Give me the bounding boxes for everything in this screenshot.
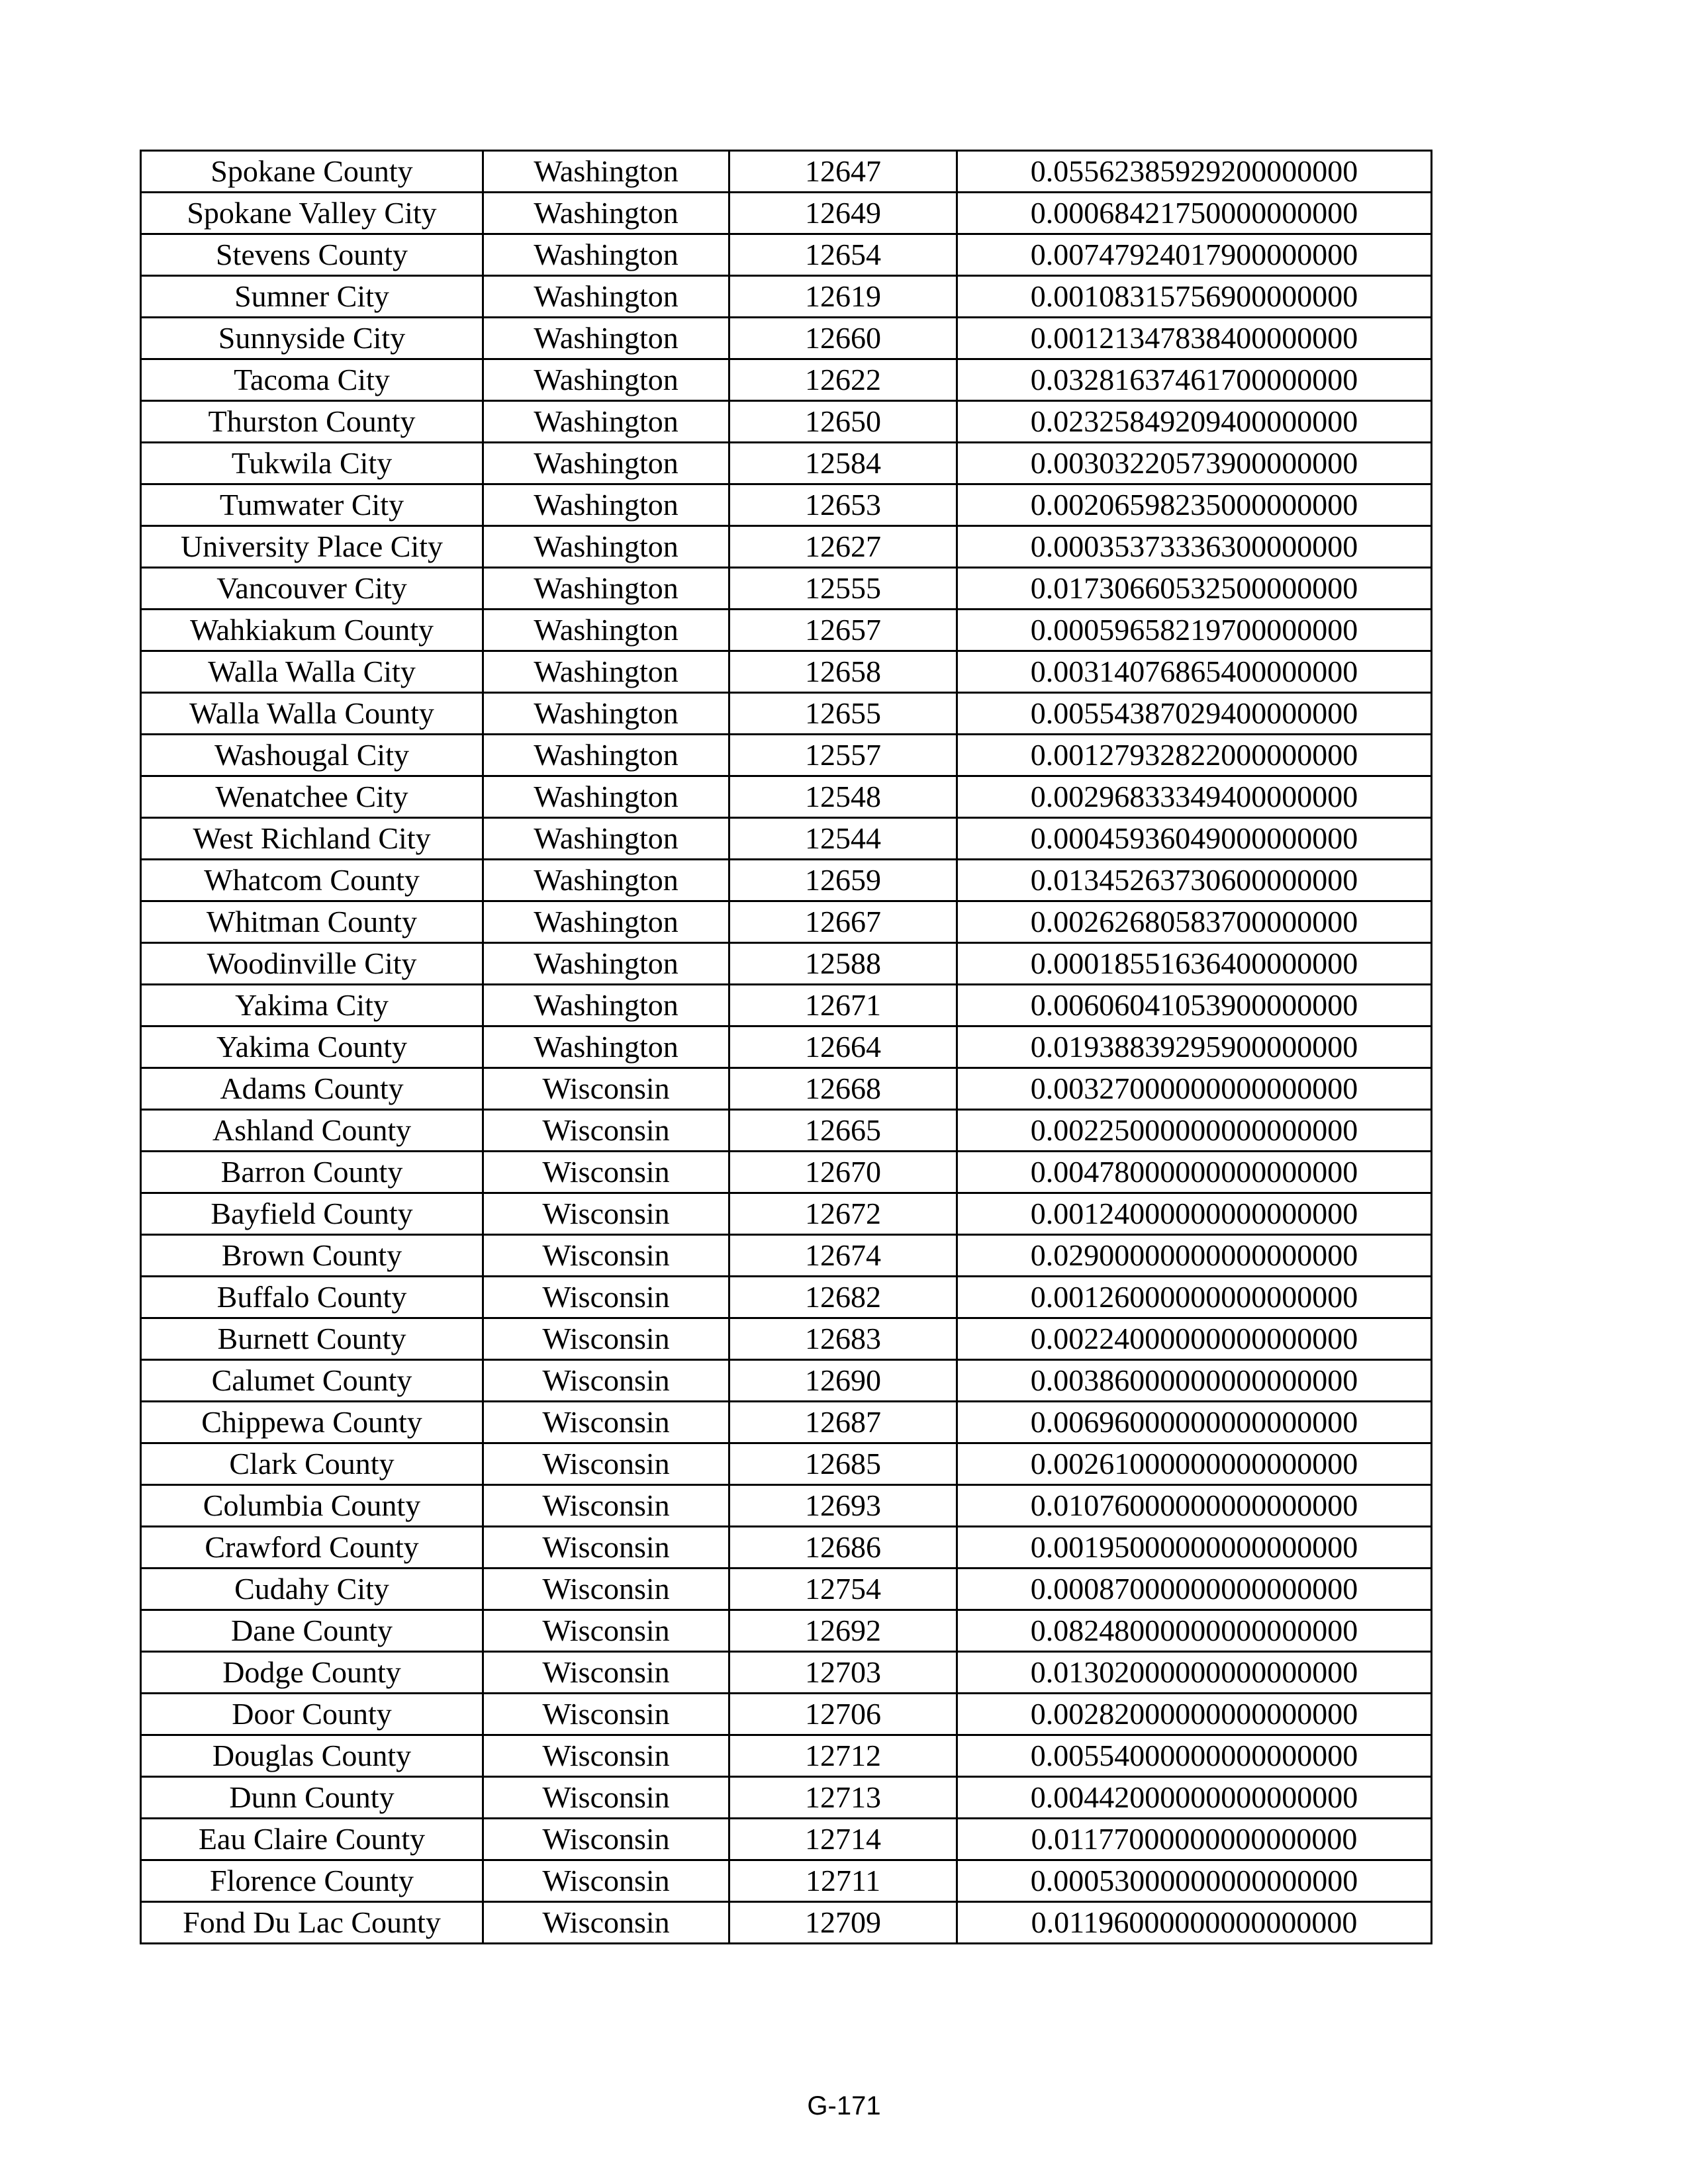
table-row bbox=[141, 818, 1432, 860]
allocation-cell: 0.00442000000000000000 bbox=[957, 1777, 1432, 1819]
subdivision-cell: Ashland County bbox=[141, 1110, 483, 1152]
id-cell: 12703 bbox=[729, 1652, 957, 1694]
state-cell: Washington bbox=[483, 943, 729, 985]
state-cell: Wisconsin bbox=[483, 1652, 729, 1694]
id-cell: 12657 bbox=[729, 610, 957, 651]
state-cell: Washington bbox=[483, 985, 729, 1026]
state-cell: Washington bbox=[483, 901, 729, 943]
allocation-cell: 0.01938839295900000000 bbox=[957, 1026, 1432, 1068]
id-cell: 12670 bbox=[729, 1152, 957, 1193]
id-cell: 12709 bbox=[729, 1902, 957, 1944]
subdivision-cell: Bayfield County bbox=[141, 1193, 483, 1235]
state-cell: Wisconsin bbox=[483, 1277, 729, 1318]
subdivision-cell: Columbia County bbox=[141, 1485, 483, 1527]
subdivision-cell: Crawford County bbox=[141, 1527, 483, 1569]
state-cell: Washington bbox=[483, 443, 729, 484]
state-cell: Wisconsin bbox=[483, 1902, 729, 1944]
state-cell: Wisconsin bbox=[483, 1068, 729, 1110]
state-cell: Washington bbox=[483, 276, 729, 318]
id-cell: 12668 bbox=[729, 1068, 957, 1110]
state-cell: Washington bbox=[483, 318, 729, 359]
table-row bbox=[141, 1485, 1432, 1527]
allocation-cell: 0.00262680583700000000 bbox=[957, 901, 1432, 943]
id-cell: 12687 bbox=[729, 1402, 957, 1443]
subdivision-cell: Walla Walla City bbox=[141, 651, 483, 693]
allocation-cell: 0.00478000000000000000 bbox=[957, 1152, 1432, 1193]
subdivision-cell: Chippewa County bbox=[141, 1402, 483, 1443]
table-row bbox=[141, 276, 1432, 318]
id-cell: 12711 bbox=[729, 1860, 957, 1902]
state-cell: Wisconsin bbox=[483, 1819, 729, 1860]
id-cell: 12647 bbox=[729, 151, 957, 193]
subdivision-cell: Sumner City bbox=[141, 276, 483, 318]
allocation-cell: 0.01302000000000000000 bbox=[957, 1652, 1432, 1694]
allocation-cell: 0.00696000000000000000 bbox=[957, 1402, 1432, 1443]
subdivision-cell: Door County bbox=[141, 1694, 483, 1735]
subdivision-cell: Eau Claire County bbox=[141, 1819, 483, 1860]
allocation-cell: 0.00124000000000000000 bbox=[957, 1193, 1432, 1235]
state-cell: Wisconsin bbox=[483, 1735, 729, 1777]
table-row bbox=[141, 1569, 1432, 1610]
state-cell: Wisconsin bbox=[483, 1569, 729, 1610]
subdivision-cell: Dunn County bbox=[141, 1777, 483, 1819]
subdivision-cell: Florence County bbox=[141, 1860, 483, 1902]
table-row bbox=[141, 193, 1432, 234]
subdivision-cell: Clark County bbox=[141, 1443, 483, 1485]
subdivision-cell: Spokane Valley City bbox=[141, 193, 483, 234]
table-row bbox=[141, 693, 1432, 735]
id-cell: 12683 bbox=[729, 1318, 957, 1360]
id-cell: 12622 bbox=[729, 359, 957, 401]
allocation-cell: 0.00606041053900000000 bbox=[957, 985, 1432, 1026]
id-cell: 12557 bbox=[729, 735, 957, 776]
id-cell: 12672 bbox=[729, 1193, 957, 1235]
state-cell: Wisconsin bbox=[483, 1610, 729, 1652]
table-row bbox=[141, 1443, 1432, 1485]
table-row bbox=[141, 1235, 1432, 1277]
state-cell: Washington bbox=[483, 568, 729, 610]
allocation-cell: 0.00035373336300000000 bbox=[957, 526, 1432, 568]
state-cell: Washington bbox=[483, 1026, 729, 1068]
table-row bbox=[141, 359, 1432, 401]
allocation-cell: 0.00327000000000000000 bbox=[957, 1068, 1432, 1110]
id-cell: 12713 bbox=[729, 1777, 957, 1819]
subdivision-cell: West Richland City bbox=[141, 818, 483, 860]
allocation-cell: 0.03281637461700000000 bbox=[957, 359, 1432, 401]
state-cell: Wisconsin bbox=[483, 1443, 729, 1485]
allocation-cell: 0.08248000000000000000 bbox=[957, 1610, 1432, 1652]
allocation-cell: 0.00108315756900000000 bbox=[957, 276, 1432, 318]
subdivision-cell: Fond Du Lac County bbox=[141, 1902, 483, 1944]
table-row bbox=[141, 1860, 1432, 1902]
table-row bbox=[141, 1152, 1432, 1193]
state-cell: Wisconsin bbox=[483, 1777, 729, 1819]
allocation-cell: 0.00554387029400000000 bbox=[957, 693, 1432, 735]
table-row bbox=[141, 151, 1432, 193]
allocation-cell: 0.01730660532500000000 bbox=[957, 568, 1432, 610]
allocation-cell: 0.00224000000000000000 bbox=[957, 1318, 1432, 1360]
state-cell: Washington bbox=[483, 818, 729, 860]
id-cell: 12660 bbox=[729, 318, 957, 359]
allocation-cell: 0.05562385929200000000 bbox=[957, 151, 1432, 193]
id-cell: 12674 bbox=[729, 1235, 957, 1277]
id-cell: 12667 bbox=[729, 901, 957, 943]
allocation-cell: 0.02900000000000000000 bbox=[957, 1235, 1432, 1277]
subdivision-cell: Adams County bbox=[141, 1068, 483, 1110]
id-cell: 12555 bbox=[729, 568, 957, 610]
table-row bbox=[141, 1026, 1432, 1068]
table-row bbox=[141, 1652, 1432, 1694]
table-row bbox=[141, 985, 1432, 1026]
id-cell: 12754 bbox=[729, 1569, 957, 1610]
allocation-cell: 0.00087000000000000000 bbox=[957, 1569, 1432, 1610]
allocation-cell: 0.02325849209400000000 bbox=[957, 401, 1432, 443]
table-row bbox=[141, 860, 1432, 901]
allocation-cell: 0.00195000000000000000 bbox=[957, 1527, 1432, 1569]
subdivision-cell: Brown County bbox=[141, 1235, 483, 1277]
id-cell: 12654 bbox=[729, 234, 957, 276]
id-cell: 12671 bbox=[729, 985, 957, 1026]
state-cell: Washington bbox=[483, 860, 729, 901]
subdivision-cell: Yakima City bbox=[141, 985, 483, 1026]
subdivision-cell: Tumwater City bbox=[141, 484, 483, 526]
state-cell: Wisconsin bbox=[483, 1152, 729, 1193]
id-cell: 12712 bbox=[729, 1735, 957, 1777]
subdivision-cell: Woodinville City bbox=[141, 943, 483, 985]
state-cell: Washington bbox=[483, 651, 729, 693]
allocation-cell: 0.00296833349400000000 bbox=[957, 776, 1432, 818]
subdivision-cell: Thurston County bbox=[141, 401, 483, 443]
allocation-cell: 0.01345263730600000000 bbox=[957, 860, 1432, 901]
table-row bbox=[141, 234, 1432, 276]
id-cell: 12690 bbox=[729, 1360, 957, 1402]
state-cell: Washington bbox=[483, 234, 729, 276]
table-row bbox=[141, 1777, 1432, 1819]
id-cell: 12588 bbox=[729, 943, 957, 985]
subdivision-cell: Tukwila City bbox=[141, 443, 483, 484]
id-cell: 12714 bbox=[729, 1819, 957, 1860]
allocation-cell: 0.00018551636400000000 bbox=[957, 943, 1432, 985]
allocation-cell: 0.00554000000000000000 bbox=[957, 1735, 1432, 1777]
table-row bbox=[141, 776, 1432, 818]
state-cell: Wisconsin bbox=[483, 1860, 729, 1902]
subdivision-cell: Sunnyside City bbox=[141, 318, 483, 359]
allocation-cell: 0.01076000000000000000 bbox=[957, 1485, 1432, 1527]
allocation-cell: 0.00282000000000000000 bbox=[957, 1694, 1432, 1735]
id-cell: 12682 bbox=[729, 1277, 957, 1318]
state-cell: Washington bbox=[483, 484, 729, 526]
id-cell: 12627 bbox=[729, 526, 957, 568]
allocation-cell: 0.00225000000000000000 bbox=[957, 1110, 1432, 1152]
state-cell: Wisconsin bbox=[483, 1485, 729, 1527]
allocation-cell: 0.00068421750000000000 bbox=[957, 193, 1432, 234]
allocation-cell: 0.00303220573900000000 bbox=[957, 443, 1432, 484]
allocation-cell: 0.00053000000000000000 bbox=[957, 1860, 1432, 1902]
id-cell: 12655 bbox=[729, 693, 957, 735]
table-row bbox=[141, 1277, 1432, 1318]
id-cell: 12706 bbox=[729, 1694, 957, 1735]
subdivision-cell: Whitman County bbox=[141, 901, 483, 943]
allocation-cell: 0.00127932822000000000 bbox=[957, 735, 1432, 776]
state-cell: Wisconsin bbox=[483, 1527, 729, 1569]
state-cell: Washington bbox=[483, 526, 729, 568]
state-cell: Washington bbox=[483, 776, 729, 818]
id-cell: 12658 bbox=[729, 651, 957, 693]
subdivision-cell: Douglas County bbox=[141, 1735, 483, 1777]
table-row bbox=[141, 526, 1432, 568]
table-row bbox=[141, 443, 1432, 484]
subdivision-cell: Cudahy City bbox=[141, 1569, 483, 1610]
id-cell: 12584 bbox=[729, 443, 957, 484]
state-cell: Wisconsin bbox=[483, 1235, 729, 1277]
table-row bbox=[141, 1068, 1432, 1110]
subdivision-cell: Stevens County bbox=[141, 234, 483, 276]
table-row bbox=[141, 318, 1432, 359]
subdivision-cell: Barron County bbox=[141, 1152, 483, 1193]
subdivision-cell: Spokane County bbox=[141, 151, 483, 193]
subdivision-cell: Washougal City bbox=[141, 735, 483, 776]
state-cell: Wisconsin bbox=[483, 1402, 729, 1443]
state-cell: Washington bbox=[483, 610, 729, 651]
table-row bbox=[141, 1318, 1432, 1360]
state-cell: Washington bbox=[483, 735, 729, 776]
table-row bbox=[141, 901, 1432, 943]
subdivision-cell: Wahkiakum County bbox=[141, 610, 483, 651]
table-row bbox=[141, 1902, 1432, 1944]
state-cell: Washington bbox=[483, 693, 729, 735]
allocation-cell: 0.01177000000000000000 bbox=[957, 1819, 1432, 1860]
state-cell: Wisconsin bbox=[483, 1694, 729, 1735]
allocation-cell: 0.00126000000000000000 bbox=[957, 1277, 1432, 1318]
table-row bbox=[141, 735, 1432, 776]
subdivision-cell: Wenatchee City bbox=[141, 776, 483, 818]
id-cell: 12664 bbox=[729, 1026, 957, 1068]
state-cell: Wisconsin bbox=[483, 1110, 729, 1152]
allocation-cell: 0.00261000000000000000 bbox=[957, 1443, 1432, 1485]
id-cell: 12659 bbox=[729, 860, 957, 901]
subdivision-cell: Tacoma City bbox=[141, 359, 483, 401]
allocation-cell: 0.00206598235000000000 bbox=[957, 484, 1432, 526]
allocation-cell: 0.00747924017900000000 bbox=[957, 234, 1432, 276]
id-cell: 12685 bbox=[729, 1443, 957, 1485]
state-cell: Washington bbox=[483, 401, 729, 443]
id-cell: 12653 bbox=[729, 484, 957, 526]
id-cell: 12693 bbox=[729, 1485, 957, 1527]
table-row bbox=[141, 1819, 1432, 1860]
table-row bbox=[141, 1610, 1432, 1652]
allocation-cell: 0.00059658219700000000 bbox=[957, 610, 1432, 651]
allocation-cell: 0.00386000000000000000 bbox=[957, 1360, 1432, 1402]
table-row bbox=[141, 610, 1432, 651]
table-row bbox=[141, 1110, 1432, 1152]
state-cell: Washington bbox=[483, 193, 729, 234]
id-cell: 12665 bbox=[729, 1110, 957, 1152]
subdivision-cell: Burnett County bbox=[141, 1318, 483, 1360]
subdivision-cell: Dodge County bbox=[141, 1652, 483, 1694]
allocation-cell: 0.00314076865400000000 bbox=[957, 651, 1432, 693]
subdivision-cell: Yakima County bbox=[141, 1026, 483, 1068]
subdivision-cell: University Place City bbox=[141, 526, 483, 568]
table-row bbox=[141, 1402, 1432, 1443]
table-row bbox=[141, 651, 1432, 693]
state-cell: Washington bbox=[483, 151, 729, 193]
allocation-cell: 0.00121347838400000000 bbox=[957, 318, 1432, 359]
table-row bbox=[141, 1735, 1432, 1777]
table-row bbox=[141, 1193, 1432, 1235]
allocation-cell: 0.01196000000000000000 bbox=[957, 1902, 1432, 1944]
subdivision-cell: Dane County bbox=[141, 1610, 483, 1652]
table-row bbox=[141, 1694, 1432, 1735]
state-cell: Wisconsin bbox=[483, 1360, 729, 1402]
subdivision-cell: Vancouver City bbox=[141, 568, 483, 610]
id-cell: 12650 bbox=[729, 401, 957, 443]
table-row bbox=[141, 943, 1432, 985]
page-number: G-171 bbox=[807, 2091, 881, 2120]
subdivision-cell: Whatcom County bbox=[141, 860, 483, 901]
table-row bbox=[141, 568, 1432, 610]
state-cell: Washington bbox=[483, 359, 729, 401]
allocation-table-body bbox=[141, 151, 1432, 1944]
state-cell: Wisconsin bbox=[483, 1318, 729, 1360]
subdivision-cell: Walla Walla County bbox=[141, 693, 483, 735]
allocation-table bbox=[140, 150, 1432, 1944]
allocation-cell: 0.00045936049000000000 bbox=[957, 818, 1432, 860]
id-cell: 12619 bbox=[729, 276, 957, 318]
table-row bbox=[141, 484, 1432, 526]
id-cell: 12649 bbox=[729, 193, 957, 234]
id-cell: 12686 bbox=[729, 1527, 957, 1569]
table-row bbox=[141, 1360, 1432, 1402]
table-row bbox=[141, 401, 1432, 443]
subdivision-cell: Buffalo County bbox=[141, 1277, 483, 1318]
id-cell: 12692 bbox=[729, 1610, 957, 1652]
table-row bbox=[141, 1527, 1432, 1569]
id-cell: 12548 bbox=[729, 776, 957, 818]
state-cell: Wisconsin bbox=[483, 1193, 729, 1235]
subdivision-cell: Calumet County bbox=[141, 1360, 483, 1402]
id-cell: 12544 bbox=[729, 818, 957, 860]
